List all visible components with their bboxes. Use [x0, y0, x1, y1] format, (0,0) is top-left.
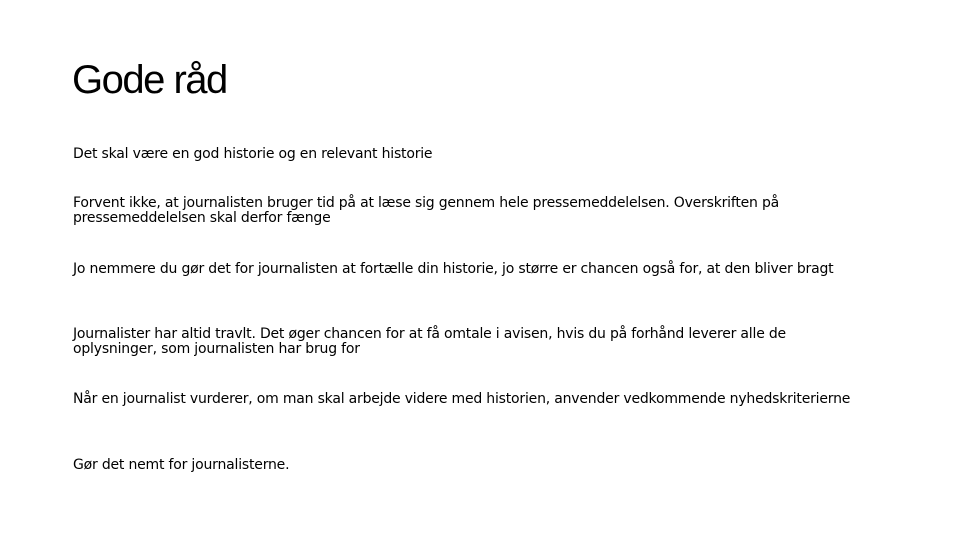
slide-title: Gode råd — [72, 58, 227, 102]
body-paragraph: Forvent ikke, at journalisten bruger tid på at læse sig gennem hele pressemeddelelsen. Overskriften på pressemeddelelsen skal derfor fænge — [73, 195, 780, 226]
body-paragraph: Journalister har altid travlt. Det øger chancen for at få omtale i avisen, hvis du på forhånd leverer alle de oplysninger, som journalisten har brug for — [73, 326, 786, 357]
body-paragraph: Når en journalist vurderer, om man skal arbejde videre med historien, anvender vedkommende nyhedskriterierne — [73, 391, 851, 407]
body-paragraph: Gør det nemt for journalisterne. — [73, 457, 290, 473]
body-paragraph: Jo nemmere du gør det for journalisten at fortælle din historie, jo større er chancen også for, at den bliver bragt — [73, 261, 834, 277]
body-paragraph: Det skal være en god historie og en relevant historie — [73, 146, 433, 162]
